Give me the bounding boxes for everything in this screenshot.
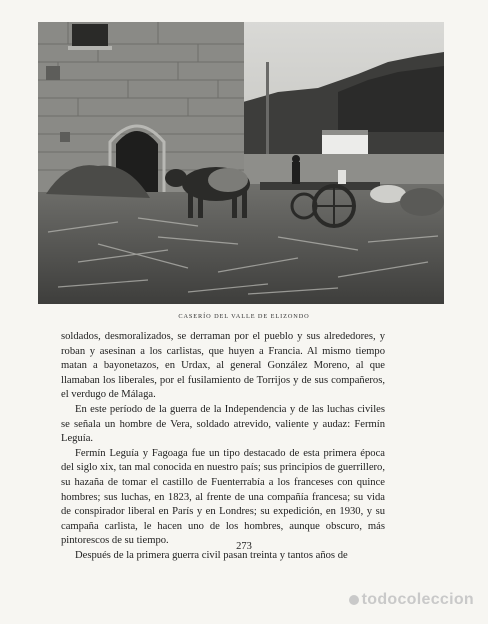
- paragraph: En este período de la guerra de la Independencia y de las luchas civiles se señala un hombre de Vera, soldado atrevido, valiente y audaz: Fermín Leguía.: [61, 403, 385, 445]
- photo-caption: CASERÍO DEL VALLE DE ELIZONDO: [178, 313, 310, 320]
- page-number: 273: [236, 541, 252, 552]
- article-body: [61, 330, 385, 564]
- paragraph: Fermín Leguía y Fagoaga fue un tipo destacado de esta primera época del siglo xix, tan mal conocida en nuestro país; sus principios de guerrillero, su hazaña de tomar el castillo de Fuenterrabía a los franceses con quince hombres; sus luchas, en 1823, al frente de una compañía francesa; su vida de conspirador liberal en París y en Londres; su expedición, en 1930, y su campaña carlista, le hacen uno de los hombres, aunque obscuro, más pintorescos de su tiempo.: [61, 447, 385, 547]
- paragraph: Después de la primera guerra civil pasan treinta y tantos años de: [75, 549, 348, 561]
- farmhouse-photo: [38, 22, 444, 304]
- watermark-dot-icon: [349, 595, 359, 605]
- watermark-text: todocoleccion: [361, 591, 474, 608]
- watermark: [349, 591, 474, 609]
- photo-illustration: [38, 22, 444, 304]
- paragraph: soldados, desmoralizados, se derraman por el pueblo y sus alrededores, y roban y asesinan a los carlistas, que huyen a Francia. Al mismo tiempo matan a bayonetazos, en Urdax, al general González Moreno, al que llamaban los liberales, por el fusilamiento de Torrijos y de sus compañeros, el verdugo de Málaga.: [61, 331, 385, 401]
